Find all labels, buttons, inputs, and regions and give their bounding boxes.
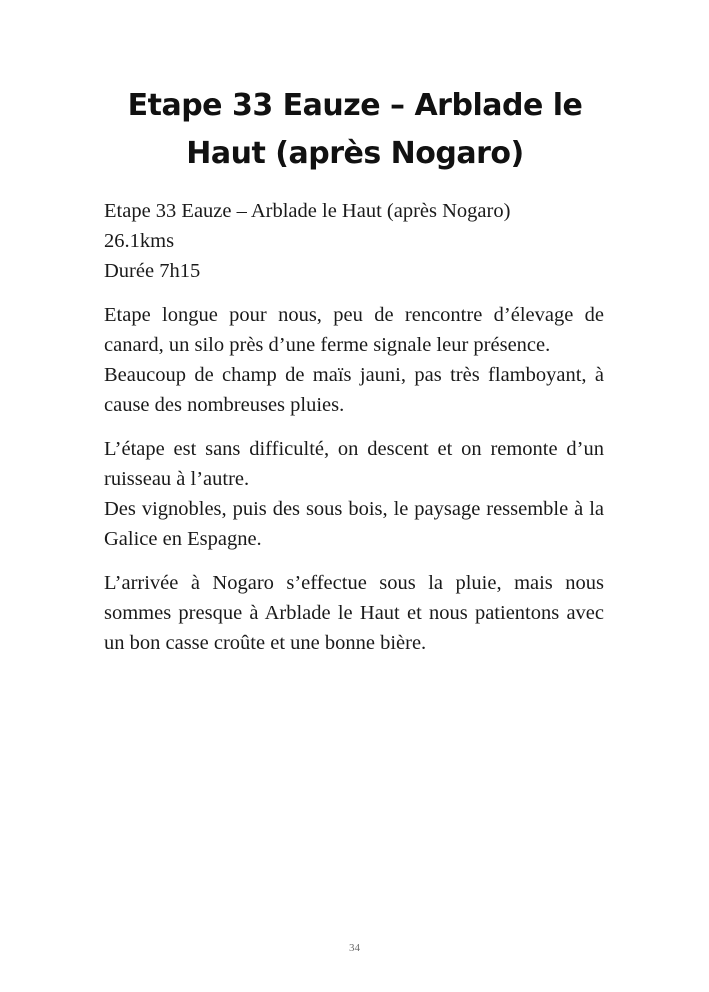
paragraph-3 — [104, 568, 604, 658]
paragraph-2-text-a: L’étape est sans difficulté, on descent et on remonte d’un ruisseau à l’autre. — [104, 438, 604, 490]
page-number: 34 — [349, 942, 360, 954]
paragraph-1 — [104, 300, 604, 420]
distance-line: 26.1kms — [104, 230, 175, 252]
page-title: Etape 33 Eauze – Arblade le Haut (après Nogaro) — [127, 88, 583, 171]
paragraph-1-text-b: Beaucoup de champ de maïs jauni, pas très flamboyant, à cause des nombreuses pluies. — [104, 364, 604, 416]
paragraph-2 — [104, 434, 604, 554]
paragraph-1-text-a: Etape longue pour nous, peu de rencontre d’élevage de canard, un silo près d’une ferme signale leur présence. — [104, 304, 604, 356]
duration-line: Durée 7h15 — [104, 260, 201, 282]
paragraph-2-text-b: Des vignobles, puis des sous bois, le paysage ressemble à la Galice en Espagne. — [104, 498, 604, 550]
subtitle-line: Etape 33 Eauze – Arblade le Haut (après Nogaro) — [104, 200, 511, 222]
document-body — [104, 196, 604, 658]
paragraph-3-text-a: L’arrivée à Nogaro s’effectue sous la pluie, mais nous sommes presque à Arblade le Haut et nous patientons avec un bon casse croûte et une bonne bière. — [104, 572, 604, 654]
